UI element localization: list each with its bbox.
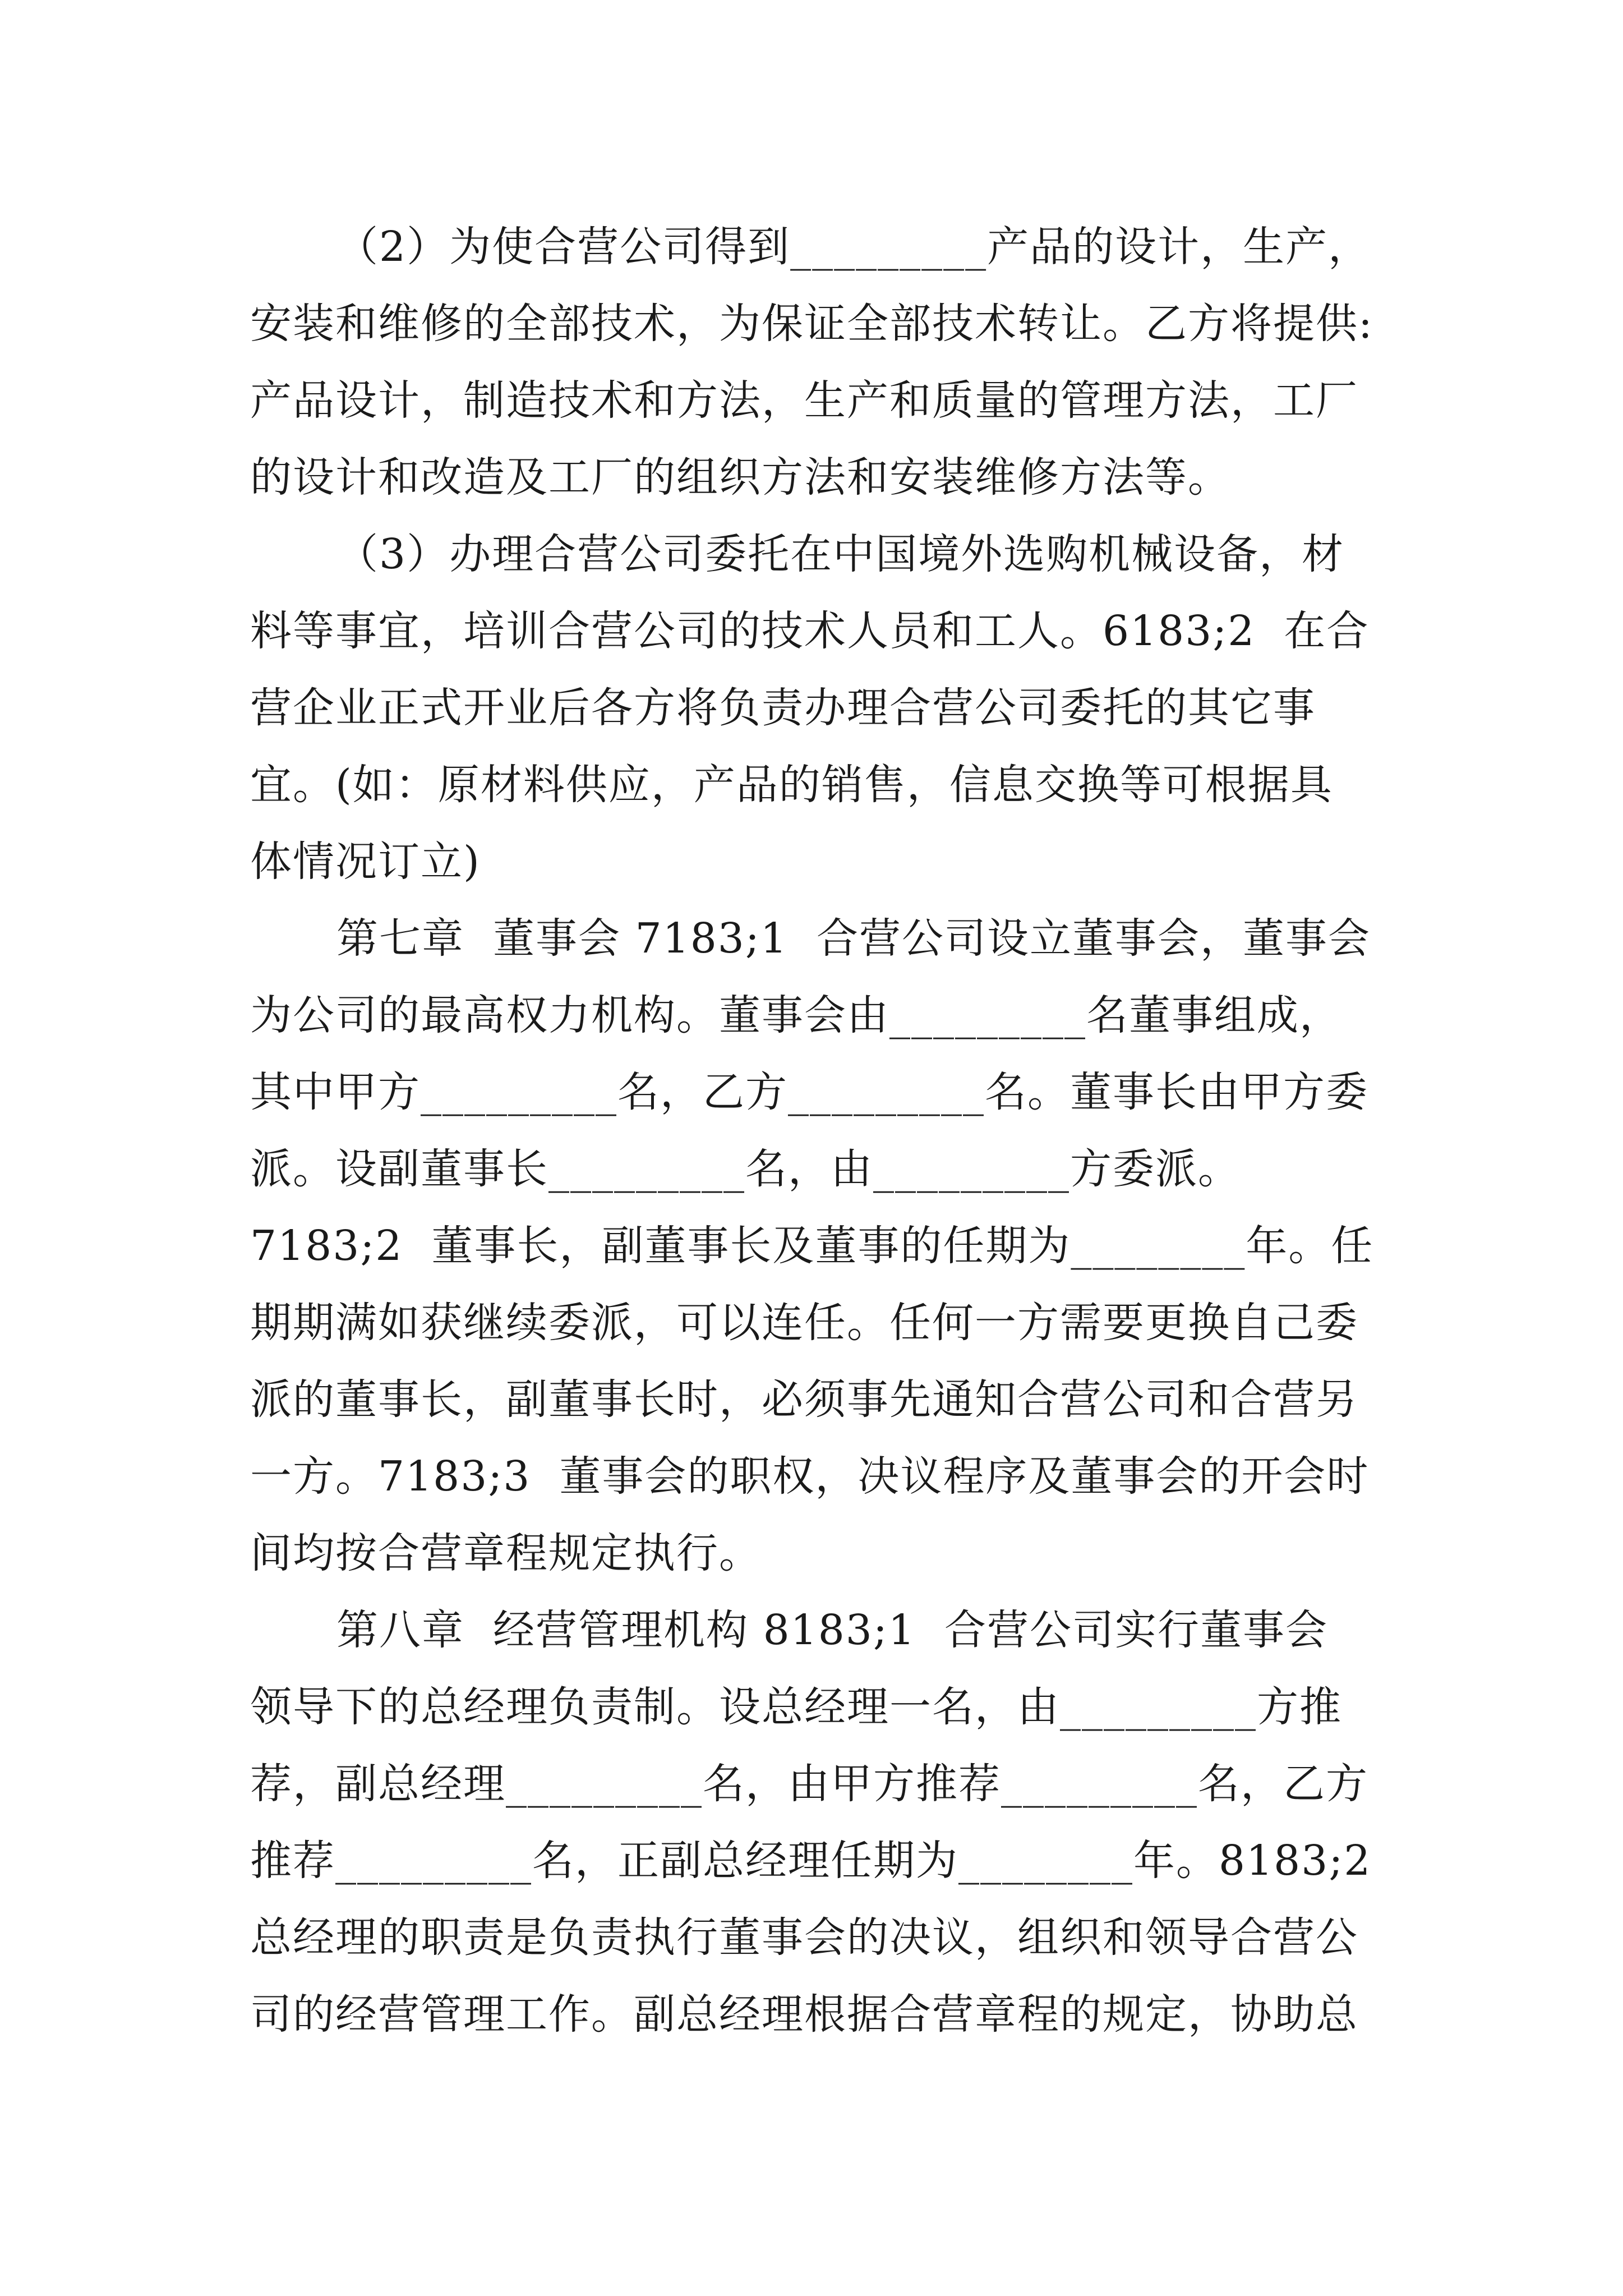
text-line: 领导下的总经理负责制。设总经理一名，由_________方推: [250, 1683, 1342, 1731]
section-heading-line: 第七章 董事会 7183;1 合营公司设立董事会，董事会: [336, 914, 1371, 963]
text-line: 宜。(如：原材料供应，产品的销售，信息交换等可根据具: [250, 761, 1333, 809]
text-line: 体情况订立): [250, 838, 481, 886]
text-line: 荐，副总经理_________名，由甲方推荐_________名，乙方: [250, 1760, 1368, 1808]
text-line: （3）办理合营公司委托在中国境外选购机械设备，材: [336, 530, 1345, 578]
section-heading-line: 第八章 经营管理机构 8183;1 合营公司实行董事会: [336, 1606, 1328, 1654]
text-line: 间均按合营章程规定执行。: [250, 1529, 762, 1577]
text-line: 料等事宜，培训合营公司的技术人员和工人。6183;2 在合: [250, 607, 1370, 655]
text-line: 的设计和改造及工厂的组织方法和安装维修方法等。: [250, 453, 1230, 501]
text-line: 总经理的职责是负责执行董事会的决议，组织和领导合营公: [250, 1913, 1358, 1962]
text-line: 期期满如获继续委派，可以连任。任何一方需要更换自己委: [250, 1299, 1358, 1347]
text-line: 营企业正式开业后各方将负责办理合营公司委托的其它事: [250, 684, 1316, 732]
text-line: 司的经营管理工作。副总经理根据合营章程的规定，协助总: [250, 1990, 1358, 2039]
text-line: 派。设副董事长_________名，由_________方委派。: [250, 1145, 1241, 1193]
text-line: 推荐_________名，正副总经理任期为________年。8183;2: [250, 1837, 1372, 1885]
text-line: 产品设计，制造技术和方法，生产和质量的管理方法，工厂: [250, 376, 1358, 425]
text-line: 一方。7183;3 董事会的职权，决议程序及董事会的开会时: [250, 1452, 1370, 1501]
text-line: （2）为使合营公司得到_________产品的设计，生产，: [336, 223, 1371, 271]
text-line: 为公司的最高权力机构。董事会由_________名董事组成，: [250, 991, 1342, 1039]
text-line: 派的董事长，副董事长时，必须事先通知合营公司和合营另: [250, 1375, 1358, 1424]
text-line: 其中甲方_________名，乙方_________名。董事长由甲方委: [250, 1068, 1368, 1116]
text-line: 7183;2 董事长，副董事长及董事的任期为________年。任: [250, 1222, 1374, 1270]
text-line: 安装和维修的全部技术，为保证全部技术转让。乙方将提供:: [250, 300, 1373, 348]
